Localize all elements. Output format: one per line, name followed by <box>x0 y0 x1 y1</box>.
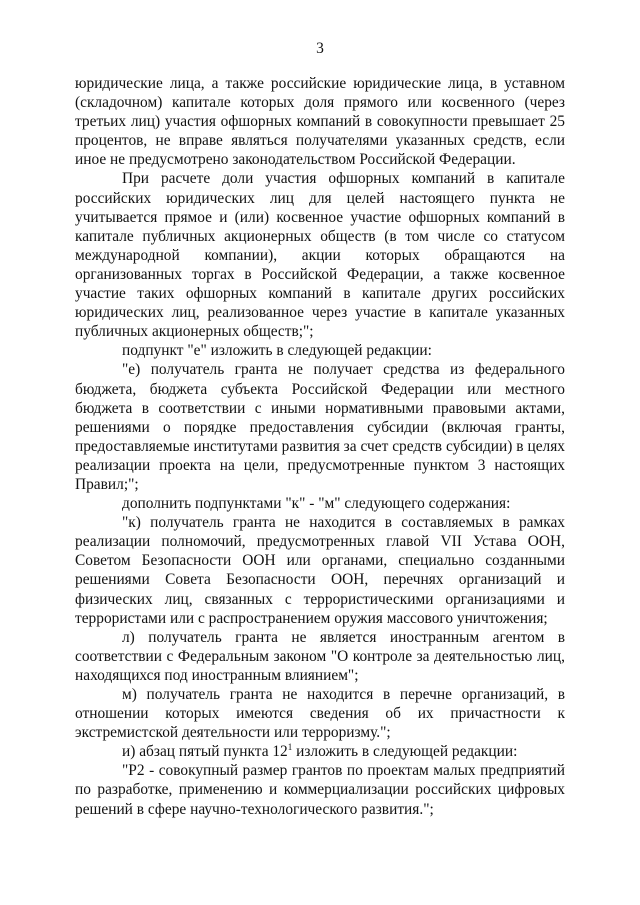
paragraph-5: дополнить подпунктами "к" - "м" следующего содержания: <box>122 495 511 513</box>
page-number: 3 <box>316 40 324 57</box>
paragraph-2: При расчете доли участия офшорных компаний в капитале российских юридических лиц для целей настоящего пункта не учитывается прямое и (или) косвенное участие офшорных компаний в капитале публичных акционерных обществ (в том числе со статусом международной компании), акции которых обращаются на организованных торгах в Российской Федерации, а также косвенное участие таких офшорных компаний в капитале других российских юридических лиц, реализованное через участие в капитале указанных публичных акционерных обществ;"; <box>75 170 565 341</box>
paragraph-10: "P2 - совокупный размер грантов по проектам малых предприятий по разработке, применению и коммерциализации российских цифровых решений в сфере научно-технологического развития."; <box>75 762 565 818</box>
paragraph-3: подпункт "е" изложить в следующей редакции: <box>122 342 432 360</box>
paragraph-1: юридические лица, а также российские юридические лица, в уставном (складочном) капитале которых доля прямого или косвенного (через третьих лиц) участия офшорных компаний в совокупности превышает 25 процентов, не вправе являться получателями указанных средств, если иное не предусмотрено законодательством Российской Федерации. <box>75 75 565 169</box>
paragraph-4: "е) получатель гранта не получает средства из федерального бюджета, бюджета субъекта Российской Федерации или местного бюджета в соответствии с иными нормативными правовыми актами, решениями о порядке предоставления субсидии (включая гранты, предоставляемые институтами развития за счет средств субсидии) в целях реализации проекта на цели, предусмотренные пунктом 3 настоящих Правил;"; <box>75 361 565 493</box>
paragraph-8: м) получатель гранта не находится в перечне организаций, в отношении которых имеются сведения об их причастности к экстремистской деятельности или терроризму."; <box>75 686 565 742</box>
paragraph-9 <box>75 742 565 761</box>
paragraph-7: л) получатель гранта не является иностранным агентом в соответствии с Федеральным законом "О контроле за деятельностью лиц, находящихся под иностранным влиянием"; <box>75 628 565 684</box>
paragraph-9-text-before: и) абзац пятый пункта 12 <box>122 743 288 761</box>
document-body <box>75 74 565 819</box>
paragraph-9-text-after: изложить в следующей редакции: <box>292 743 518 761</box>
paragraph-9-superscript: 1 <box>287 742 293 753</box>
paragraph-6: "к) получатель гранта не находится в составляемых в рамках реализации полномочий, предусмотренных главой VII Устава ООН, Советом Безопасности ООН или органами, специально созданными решениями Совета Безопасности ООН, перечнях организаций и физических лиц, связанных с террористическими организациями и террористами или с распространением оружия массового уничтожения; <box>75 514 565 627</box>
